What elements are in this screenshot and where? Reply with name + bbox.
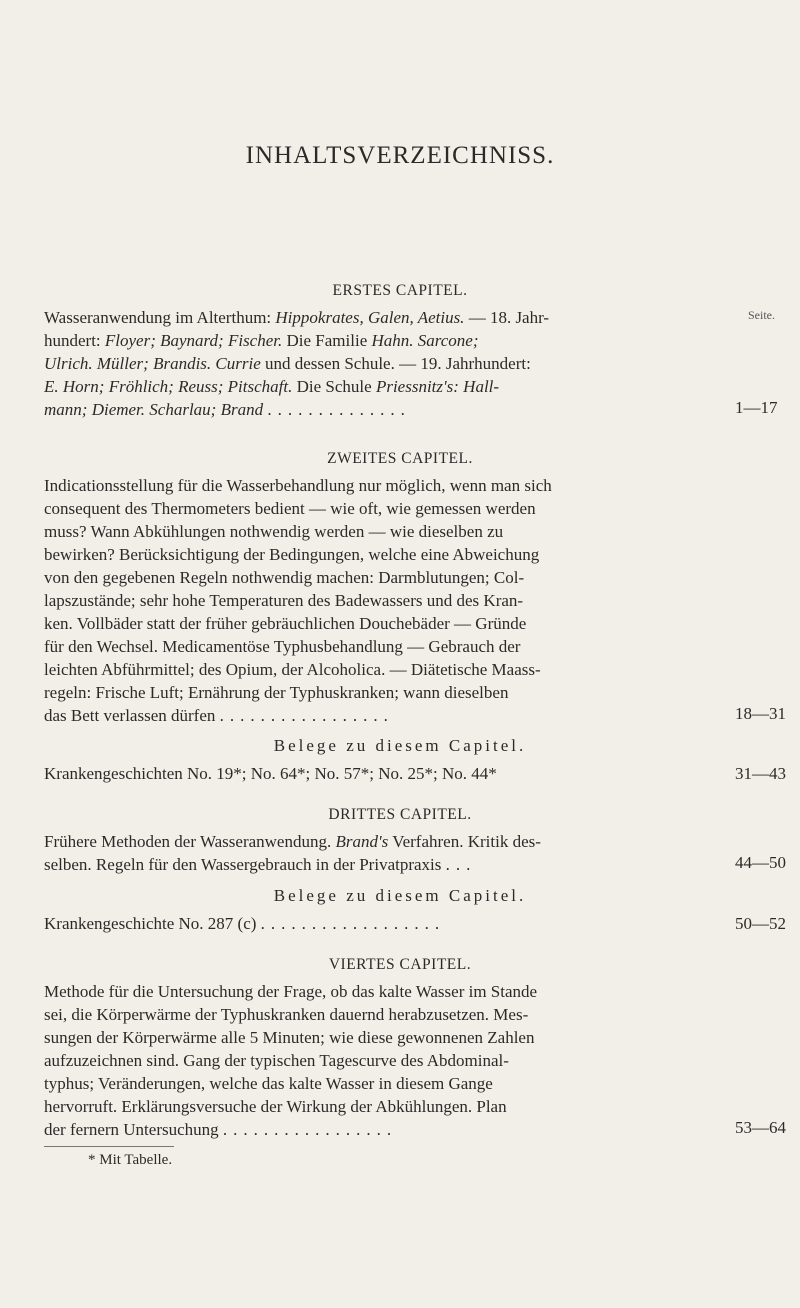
chapter-4-pages: 53—64 <box>735 1118 786 1137</box>
chapter-4-heading: VIERTES CAPITEL. <box>328 956 472 973</box>
chapter-3-heading: DRITTES CAPITEL. <box>328 806 472 823</box>
chapter-2-belege-pages: 31—43 <box>735 764 786 783</box>
page-title: INHALTSVERZEICHNISS. <box>245 142 555 169</box>
footnote-rule <box>44 1146 174 1147</box>
chapter-1-pages: 1—17 <box>735 398 778 417</box>
chapter-1-summary: Wasseranwendung im Alterthum: Hippokrates, Galen, Aetius. — 18. Jahr- hundert: Floyer; Baynard; Fischer. Die Familie Hahn. Sarcone; Ulrich. Müller; Brandis. Currie und dessen Schule. — 19. Jahrhundert: E. Horn; Fröhlich; Reuss; Pitschaft. Die Schule Priessnitz's: Hall- mann; Diemer. Scharlau; Brand .............. <box>44 308 550 419</box>
chapter-2-belege-text: Krankengeschichten No. 19*; No. 64*; No. 57*; No. 25*; No. 44* <box>44 764 497 783</box>
chapter-2-belege-heading: Belege zu diesem Capitel. <box>273 736 527 755</box>
chapter-3-belege-heading: Belege zu diesem Capitel. <box>273 886 527 905</box>
chapter-3-belege-pages: 50—52 <box>735 914 786 933</box>
chapter-1-heading: ERSTES CAPITEL. <box>332 282 468 299</box>
chapter-2-heading: ZWEITES CAPITEL. <box>327 450 473 467</box>
footnote: * Mit Tabelle. <box>88 1152 173 1168</box>
chapter-4-summary: Methode für die Untersuchung der Frage, ob das kalte Wasser im Stande sei, die Körperwärme der Typhuskranken dauernd herabzusetzen. Mes- sungen der Körperwärme alle 5 Minuten; wie diese gewonnenen Zahlen aufzuzeichnen sind. Gang der typischen Tagescurve des Abdominal- typhus; Veränderungen, welche das kalte Wasser in diesem Gange hervorruft. Erklärungsversuche der Wirkung der Abkühlungen. Plan der fernern Untersuchung ................. <box>44 982 538 1139</box>
seite-label: Seite. <box>748 308 775 322</box>
chapter-3-belege-text: Krankengeschichte No. 287 (c) .................. <box>44 914 446 933</box>
chapter-3-summary: Frühere Methoden der Wasseranwendung. Brand's Verfahren. Kritik des- selben. Regeln für den Wassergebrauch in der Privatpraxis ... <box>44 832 541 874</box>
chapter-2-pages: 18—31 <box>735 704 786 723</box>
chapter-3-pages: 44—50 <box>735 853 786 872</box>
chapter-2-summary: Indicationsstellung für die Wasserbehandlung nur möglich, wenn man sich consequent des Thermometers bedient — wie oft, wie gemessen werden muss? Wann Abkühlungen nothwendig werden — wie dieselben zu bewirken? Berücksichtigung der Bedingungen, welche eine Abweichung von den gegebenen Regeln nothwendig machen: Darmblutungen; Col- lapszustände; sehr hohe Temperaturen des Badewassers und des Kran- ken. Vollbäder statt der früher gebräuchlichen Douchebäder — Gründe für den Wechsel. Medicamentöse Typhusbehandlung — Gebrauch der leichten Abführmittel; des Opium, der Alcoholica. — Diätetische Maass- regeln: Frische Luft; Ernährung der Typhuskranken; wann dieselben das Bett verlassen dürfen ................. <box>44 476 552 725</box>
